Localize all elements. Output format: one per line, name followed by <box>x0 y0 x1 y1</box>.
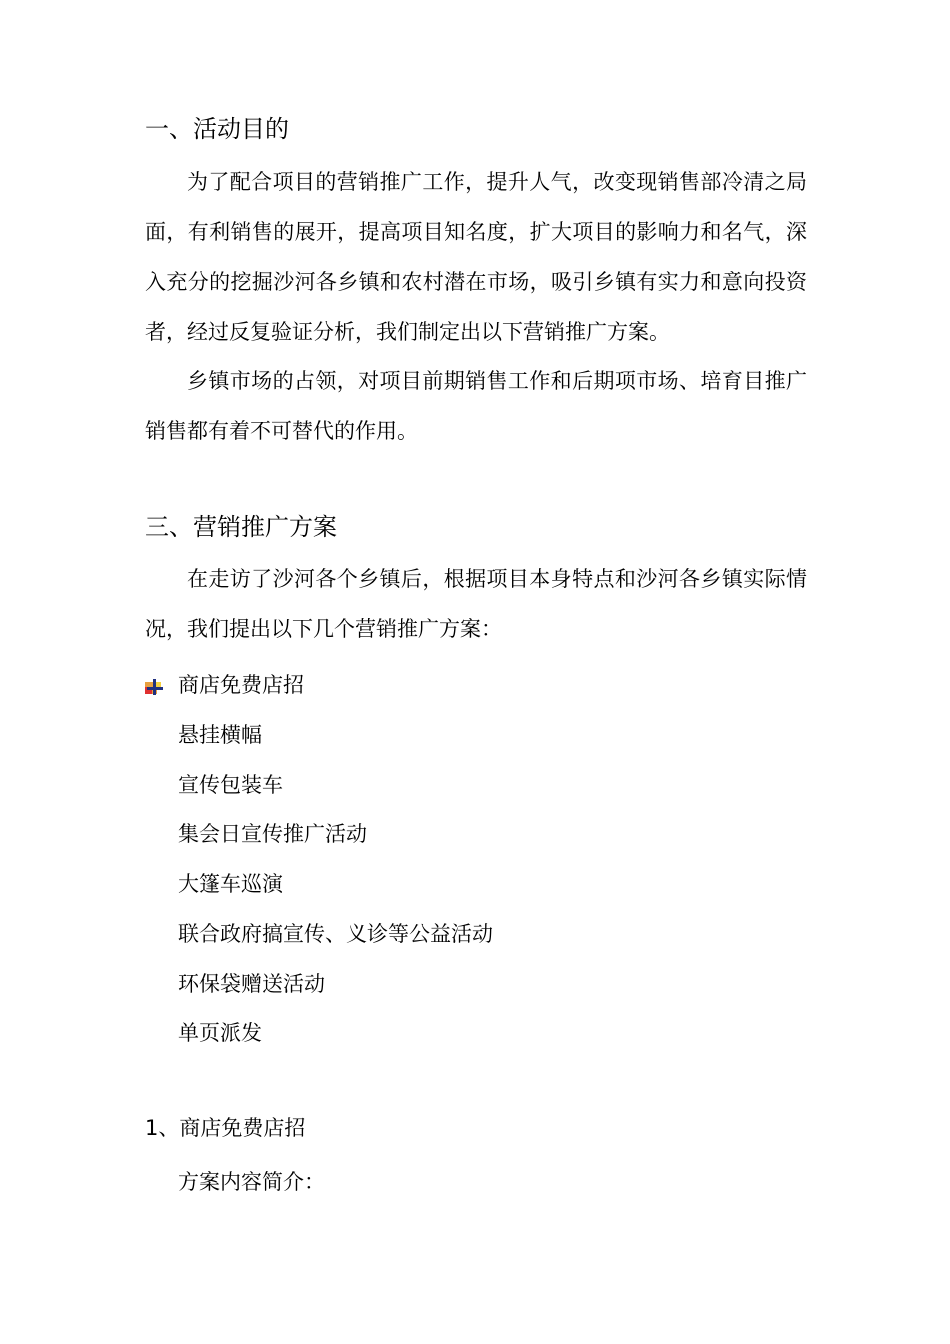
list-item: 联合政府搞宣传、义诊等公益活动 <box>178 922 493 946</box>
section-heading-plan: 三、营销推广方案 <box>145 513 337 541</box>
paragraph-plan-intro: 在走访了沙河各个乡镇后，根据项目本身特点和沙河各乡镇实际情况，我们提出以下几个营销推广方案： <box>145 567 807 641</box>
paragraph-purpose: 为了配合项目的营销推广工作，提升人气，改变现销售部冷清之局面，有利销售的展开，提高项目知名度，扩大项目的影响力和名气，深入充分的挖掘沙河各乡镇和农村潜在市场，吸引乡镇有实力和意向投资者，经过反复验证分析，我们制定出以下营销推广方案。 <box>145 170 807 344</box>
bullet-icon <box>144 675 164 697</box>
list-item: 悬挂横幅 <box>178 723 262 747</box>
list-item: 宣传包装车 <box>178 773 283 797</box>
subsection-intro-label: 方案内容简介： <box>178 1170 325 1194</box>
paragraph-market: 乡镇市场的占领，对项目前期销售工作和后期项市场、培育目推广销售都有着不可替代的作用。 <box>145 369 807 443</box>
section-heading-purpose: 一、活动目的 <box>145 115 289 143</box>
list-item: 大篷车巡演 <box>178 872 283 896</box>
list-item: 环保袋赠送活动 <box>178 972 325 996</box>
list-item: 集会日宣传推广活动 <box>178 822 367 846</box>
subsection-heading-shop-sign: 1、商店免费店招 <box>145 1116 306 1140</box>
list-item: 单页派发 <box>178 1021 262 1045</box>
list-item: 商店免费店招 <box>178 673 304 697</box>
